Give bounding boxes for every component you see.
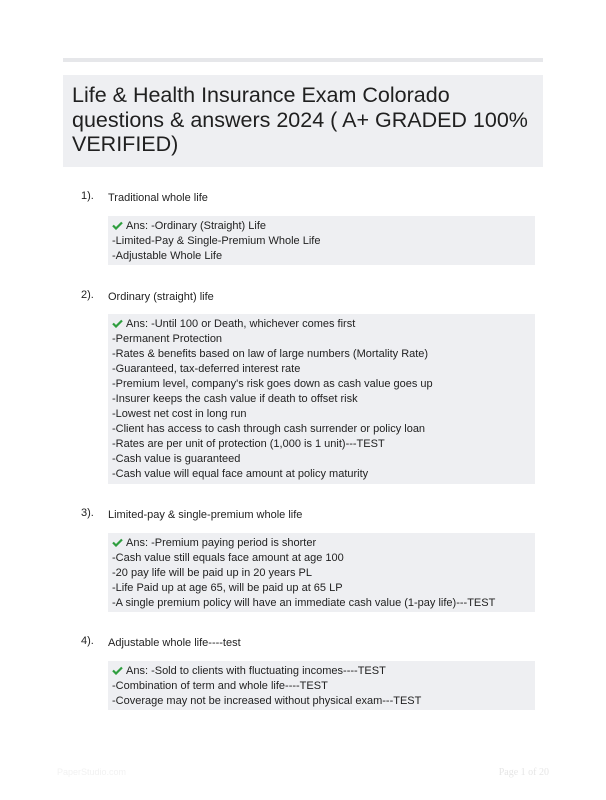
answer-line: -Adjustable Whole Life <box>112 250 223 262</box>
check-icon <box>112 319 123 328</box>
answer-line-first: Ans: -Sold to clients with fluctuating incomes----TEST <box>112 664 532 679</box>
answer-box <box>108 661 535 710</box>
answer-line: -Cash value is guaranteed <box>112 453 241 465</box>
answer-line: -Cash value will equal face amount at policy maturity <box>112 468 369 480</box>
answer-line-first: Ans: -Until 100 or Death, whichever comes first <box>112 317 532 332</box>
question-text: Traditional whole life <box>108 192 208 204</box>
footer-page-number: Page 1 of 20 <box>498 767 549 778</box>
footer-site-watermark: PaperStudio.com <box>57 767 127 777</box>
answer-line-first: Ans: -Premium paying period is shorter <box>112 536 532 551</box>
answer-line: -Combination of term and whole life----TEST <box>112 680 328 692</box>
answer-line: -Limited-Pay & Single-Premium Whole Life <box>112 235 321 247</box>
check-icon <box>112 221 123 230</box>
answer-box <box>108 314 535 484</box>
answer-line-first: Ans: -Ordinary (Straight) Life <box>112 219 532 234</box>
answer-line: -Guaranteed, tax-deferred interest rate <box>112 363 301 375</box>
answer-box <box>108 533 535 612</box>
answer-line: -Lowest net cost in long run <box>112 408 247 420</box>
answer-line: -20 pay life will be paid up in 20 years PL <box>112 567 312 579</box>
question-text: Adjustable whole life----test <box>108 637 241 649</box>
answer-line: -Rates & benefits based on law of large numbers (Mortality Rate) <box>112 348 429 360</box>
title-block <box>63 75 543 167</box>
answer-line: -Client has access to cash through cash surrender or policy loan <box>112 423 426 435</box>
answer-line: -Rates are per unit of protection (1,000 is 1 unit)---TEST <box>112 438 385 450</box>
answer-line: -Insurer keeps the cash value if death to offset risk <box>112 393 358 405</box>
answer-line: -Life Paid up at age 65, will be paid up at 65 LP <box>112 582 343 594</box>
answer-box <box>108 216 535 265</box>
answer-line: -Cash value still equals face amount at age 100 <box>112 552 344 564</box>
question-text: Ordinary (straight) life <box>108 291 214 303</box>
answer-line: -Permanent Protection <box>112 333 223 345</box>
question-text: Limited-pay & single-premium whole life <box>108 509 303 521</box>
check-icon <box>112 666 123 675</box>
question-number: 4). <box>81 635 94 647</box>
answer-line: -Coverage may not be increased without physical exam---TEST <box>112 695 422 707</box>
answer-line: -Premium level, company's risk goes down as cash value goes up <box>112 378 433 390</box>
check-icon <box>112 538 123 547</box>
answer-line: -A single premium policy will have an immediate cash value (1-pay life)---TEST <box>112 597 496 609</box>
page-title: Life & Health Insurance Exam Colorado questions & answers 2024 ( A+ GRADED 100% VERIFIED) <box>72 83 528 156</box>
question-number: 2). <box>81 289 94 301</box>
top-divider <box>63 58 543 62</box>
question-number: 1). <box>81 190 94 202</box>
question-number: 3). <box>81 507 94 519</box>
